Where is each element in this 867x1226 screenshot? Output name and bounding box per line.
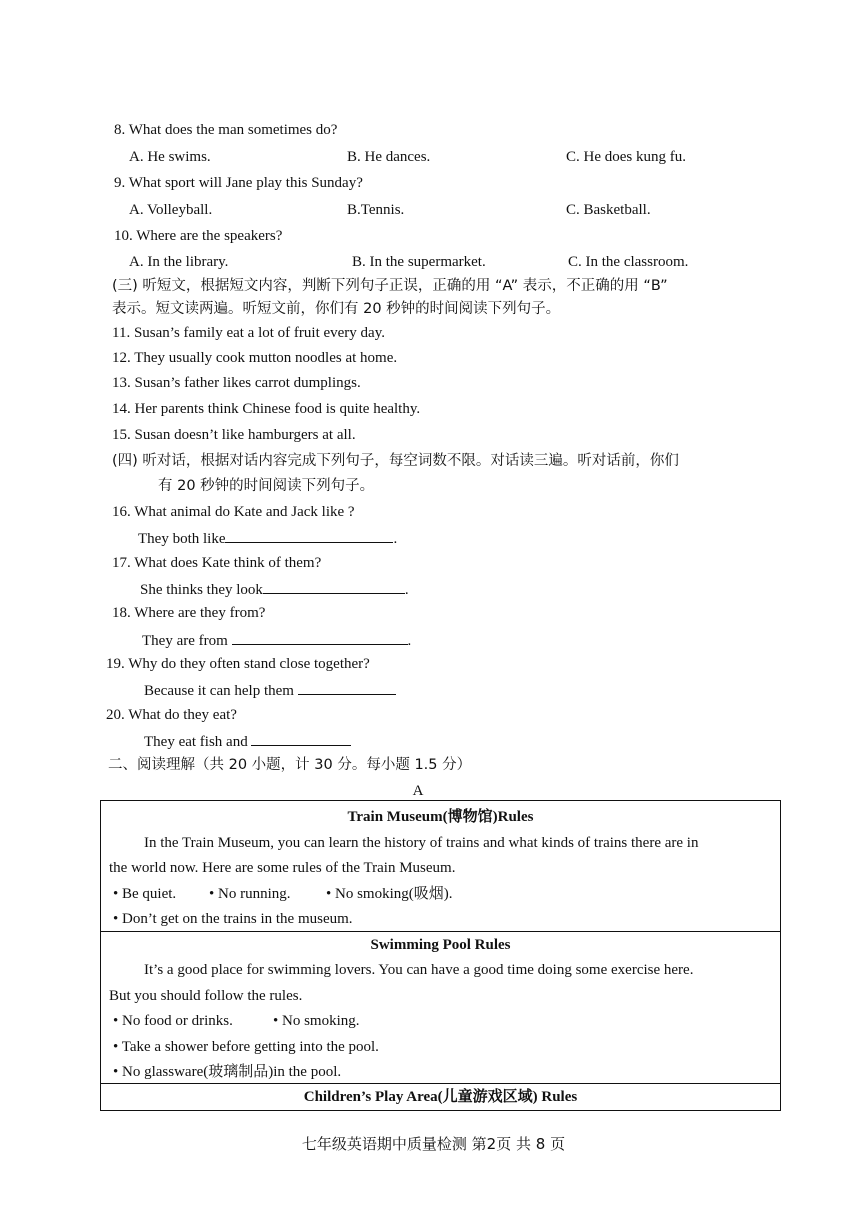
q8-option-b: B. He dances. bbox=[347, 149, 431, 165]
question-20: 20. What do they eat? bbox=[106, 707, 237, 723]
section4-instruction-line1: (四) 听对话，根据对话内容完成下列句子，每空词数不限。对话读三遍。听对话前，你们 bbox=[112, 453, 679, 469]
children-play-area-title: Children’s Play Area(儿童游戏区域) Rules bbox=[303, 1089, 578, 1105]
pool-rule-no-food: • No food or drinks. bbox=[113, 1013, 233, 1029]
question-8: 8. What does the man sometimes do? bbox=[114, 122, 338, 138]
blank-19[interactable] bbox=[298, 679, 396, 695]
blank-18[interactable] bbox=[232, 629, 408, 645]
question-19: 19. Why do they often stand close together? bbox=[106, 656, 370, 672]
page-footer: 七年级英语期中质量检测 第2页 共 8 页 bbox=[301, 1135, 566, 1153]
train-museum-text-line1: In the Train Museum, you can learn the history of trains and what kinds of trains there are in bbox=[144, 835, 699, 851]
q9-option-a: A. Volleyball. bbox=[129, 202, 213, 218]
box-divider-2 bbox=[101, 1083, 780, 1084]
answer-18: They are from . bbox=[142, 629, 411, 651]
box-divider-1 bbox=[101, 931, 780, 932]
question-9: 9. What sport will Jane play this Sunday? bbox=[114, 175, 363, 191]
train-rule-no-running: • No running. bbox=[209, 886, 291, 902]
train-rule-quiet: • Be quiet. bbox=[113, 886, 177, 902]
section3-instruction-line2: 表示。短文读两遍。听短文前，你们有 20 秒钟的时间阅读下列句子。 bbox=[112, 301, 561, 317]
train-museum-title: Train Museum(博物馆)Rules bbox=[347, 809, 534, 825]
statement-15: 15. Susan doesn’t like hamburgers at all. bbox=[112, 427, 356, 443]
q10-option-b: B. In the supermarket. bbox=[352, 254, 486, 270]
statement-13: 13. Susan’s father likes carrot dumplings. bbox=[112, 375, 361, 391]
answer-17: She thinks they look . bbox=[140, 578, 409, 600]
question-17: 17. What does Kate think of them? bbox=[112, 555, 322, 571]
blank-16[interactable] bbox=[225, 527, 393, 543]
train-rule-no-trains: • Don’t get on the trains in the museum. bbox=[113, 911, 353, 927]
swimming-pool-text-line1: It’s a good place for swimming lovers. You can have a good time doing some exercise here. bbox=[144, 962, 694, 978]
blank-17[interactable] bbox=[263, 578, 405, 594]
question-10: 10. Where are the speakers? bbox=[114, 228, 283, 244]
question-16: 16. What animal do Kate and Jack like ? bbox=[112, 504, 355, 520]
section3-instruction-line1: (三) 听短文，根据短文内容，判断下列句子正误，正确的用 “A” 表示，不正确的用 “B” bbox=[112, 278, 668, 294]
section4-instruction-line2: 有 20 秒钟的时间阅读下列句子。 bbox=[158, 478, 375, 494]
swimming-pool-text-line2: But you should follow the rules. bbox=[109, 988, 303, 1004]
pool-rule-shower: • Take a shower before getting into the pool. bbox=[113, 1039, 379, 1055]
answer-20: They eat fish and bbox=[144, 730, 351, 752]
swimming-pool-title: Swimming Pool Rules bbox=[370, 937, 511, 953]
statement-12: 12. They usually cook mutton noodles at home. bbox=[112, 350, 398, 366]
pool-rule-no-glassware: • No glassware(玻璃制品)in the pool. bbox=[113, 1064, 342, 1080]
reading-section-heading: 二、阅读理解（共 20 小题，计 30 分。每小题 1.5 分） bbox=[108, 757, 472, 773]
answer-16: They both like . bbox=[138, 527, 397, 549]
statement-11: 11. Susan’s family eat a lot of fruit every day. bbox=[112, 325, 385, 341]
blank-20[interactable] bbox=[251, 730, 351, 746]
pool-rule-no-smoking: • No smoking. bbox=[273, 1013, 360, 1029]
answer-19: Because it can help them bbox=[144, 679, 396, 701]
q9-option-c: C. Basketball. bbox=[566, 202, 651, 218]
train-rule-no-smoking: • No smoking(吸烟). bbox=[326, 886, 453, 902]
q8-option-a: A. He swims. bbox=[129, 149, 211, 165]
statement-14: 14. Her parents think Chinese food is quite healthy. bbox=[112, 401, 421, 417]
q8-option-c: C. He does kung fu. bbox=[566, 149, 686, 165]
question-18: 18. Where are they from? bbox=[112, 605, 266, 621]
passage-label: A bbox=[412, 783, 424, 799]
train-museum-text-line2: the world now. Here are some rules of the Train Museum. bbox=[109, 860, 456, 876]
q10-option-a: A. In the library. bbox=[129, 254, 229, 270]
q9-option-b: B.Tennis. bbox=[347, 202, 405, 218]
rules-table bbox=[100, 800, 781, 1111]
q10-option-c: C. In the classroom. bbox=[568, 254, 689, 270]
